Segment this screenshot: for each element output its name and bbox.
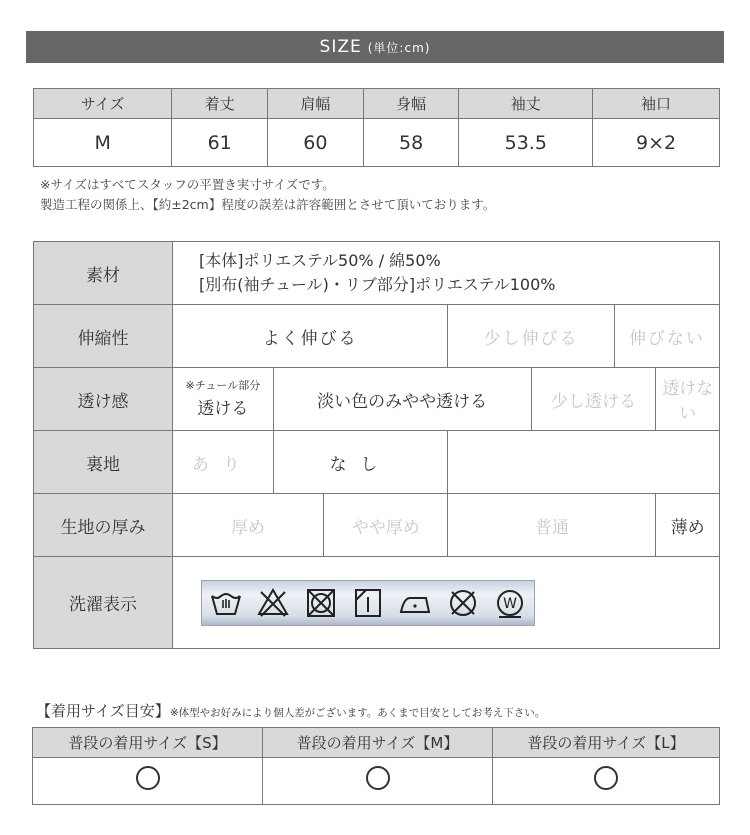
material-value xyxy=(173,242,720,305)
value-cuff: 9×2 xyxy=(593,119,720,167)
fit-title xyxy=(36,700,545,721)
material-line-1: [本体]ポリエステル50% / 綿50% xyxy=(199,251,441,270)
sheer-note: ※チュール部分 xyxy=(185,379,261,392)
fit-header-s: 普段の着用サイズ【S】 xyxy=(33,728,263,758)
header-sleeve: 袖丈 xyxy=(459,89,593,119)
sheer-sheer xyxy=(173,368,274,431)
sheer-label: 透け感 xyxy=(34,368,173,431)
stretch-label: 伸縮性 xyxy=(34,305,173,368)
circle-mark-icon xyxy=(136,766,160,790)
fit-header-m: 普段の着用サイズ【M】 xyxy=(263,728,493,758)
banner-title: SIZE xyxy=(319,37,362,57)
header-length: 着丈 xyxy=(172,89,268,119)
material-table xyxy=(33,241,720,649)
size-banner xyxy=(26,31,724,63)
iron-low-icon xyxy=(398,586,432,620)
sheer-none: 透けない xyxy=(656,368,720,431)
stretch-none: 伸びない xyxy=(614,305,719,368)
value-length: 61 xyxy=(172,119,268,167)
sheer-sheer-label: 透ける xyxy=(197,399,249,419)
header-size: サイズ xyxy=(34,89,172,119)
care-label: 洗濯表示 xyxy=(34,557,173,649)
hand-wash-icon xyxy=(209,586,243,620)
drip-dry-shade-icon xyxy=(351,586,385,620)
header-chest: 身幅 xyxy=(363,89,459,119)
lining-empty xyxy=(448,431,720,494)
note-tolerance: 製造工程の関係上、【約±2cm】程度の誤差は許容範囲とさせて頂いております。 xyxy=(40,197,496,212)
no-bleach-icon xyxy=(256,586,290,620)
circle-mark-icon xyxy=(366,766,390,790)
note-measure: ※サイズはすべてスタッフの平置き実寸サイズです。 xyxy=(40,177,335,192)
thickness-somewhat-thick: やや厚め xyxy=(324,494,448,557)
thickness-thick: 厚め xyxy=(173,494,324,557)
value-size: M xyxy=(34,119,172,167)
header-shoulder: 肩幅 xyxy=(268,89,364,119)
banner-unit: (単位:cm) xyxy=(367,40,431,55)
material-line-2: [別布(袖チュール)・リブ部分]ポリエステル100% xyxy=(199,275,556,294)
lining-yes: あり xyxy=(173,431,274,494)
wet-clean-icon xyxy=(493,586,527,620)
fit-m-cell xyxy=(263,758,493,805)
stretch-medium: 少し伸びる xyxy=(448,305,615,368)
no-dry-clean-icon xyxy=(446,586,480,620)
header-cuff: 袖口 xyxy=(593,89,720,119)
stretch-high: よく伸びる xyxy=(173,305,448,368)
size-table xyxy=(33,88,720,167)
no-tumble-dry-icon xyxy=(304,586,338,620)
thickness-normal: 普通 xyxy=(448,494,656,557)
lining-no: なし xyxy=(273,431,448,494)
fit-table xyxy=(32,727,720,805)
value-shoulder: 60 xyxy=(268,119,364,167)
svg-text:W: W xyxy=(503,595,518,612)
circle-mark-icon xyxy=(594,766,618,790)
thickness-label: 生地の厚み xyxy=(34,494,173,557)
material-label: 素材 xyxy=(34,242,173,305)
thickness-thin: 薄め xyxy=(656,494,720,557)
care-label-strip xyxy=(201,580,535,626)
lining-label: 裏地 xyxy=(34,431,173,494)
fit-s-cell xyxy=(33,758,263,805)
sheer-slight: 少し透ける xyxy=(531,368,656,431)
sheer-light-only: 淡い色のみやや透ける xyxy=(273,368,531,431)
fit-title-text: 【着用サイズ目安】 xyxy=(36,702,170,720)
fit-l-cell xyxy=(493,758,720,805)
fit-header-l: 普段の着用サイズ【L】 xyxy=(493,728,720,758)
care-cell xyxy=(173,557,720,649)
value-sleeve: 53.5 xyxy=(459,119,593,167)
value-chest: 58 xyxy=(363,119,459,167)
fit-note: ※体型やお好みにより個人差がございます。あくまで目安としてお考え下さい。 xyxy=(169,707,546,719)
